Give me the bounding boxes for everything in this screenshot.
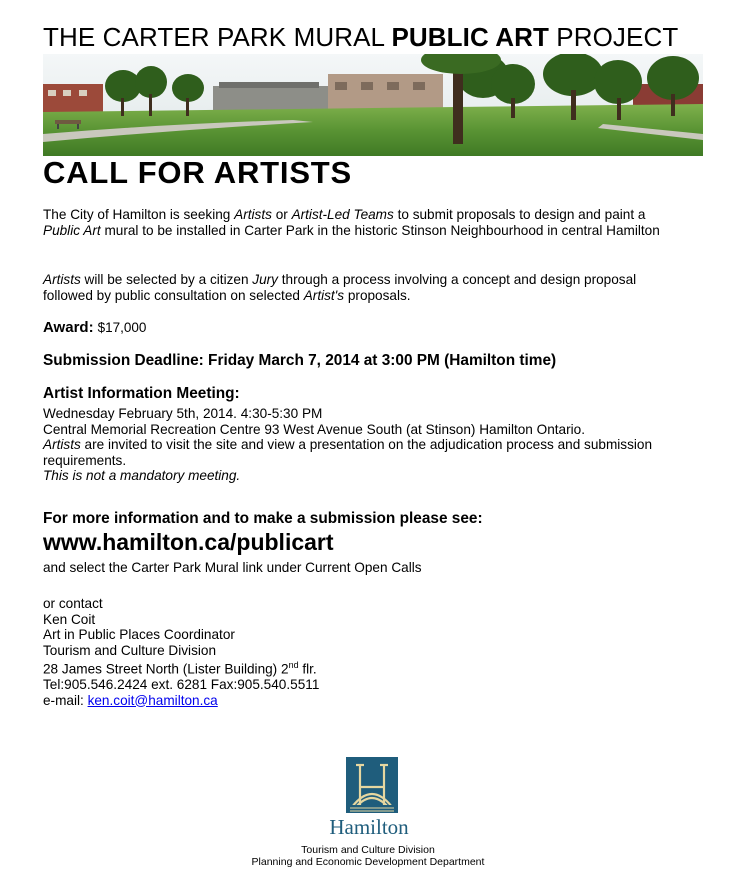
footer-department: Planning and Economic Development Department xyxy=(251,856,485,868)
meeting-note-text: This is not a mandatory meeting. xyxy=(43,468,241,483)
intro-text-e: to submit proposals to design and paint a xyxy=(393,207,646,222)
meeting-details xyxy=(43,406,683,484)
meeting-invite xyxy=(43,437,683,468)
intro-text-a: The City of Hamilton is seeking xyxy=(43,207,235,222)
meeting-location: Central Memorial Recreation Centre 93 West Avenue South (at Stinson) Hamilton Ontario. xyxy=(43,421,585,437)
call-for-artists-heading: CALL FOR ARTISTS xyxy=(43,155,353,190)
address-post: flr. xyxy=(298,661,317,677)
meeting-heading: Artist Information Meeting: xyxy=(43,385,240,402)
contact-division: Tourism and Culture Division xyxy=(43,642,217,658)
intro-text-c: or xyxy=(271,207,292,222)
selection-text-d: through a process involving a concept and design proposal followed by public consultation on selected xyxy=(43,272,637,303)
selection-text-e: Artist's xyxy=(303,287,345,303)
award-amount: $17,000 xyxy=(97,320,147,335)
selection-text-f: proposals. xyxy=(344,287,411,303)
title-bold: PUBLIC ART xyxy=(391,22,549,52)
selection-text-a: Artists xyxy=(43,272,81,287)
award-label: Award: xyxy=(43,319,94,336)
public-art-url: www.hamilton.ca/publicart xyxy=(43,529,334,555)
meeting-invite-a: Artists xyxy=(43,437,81,452)
title-pre: THE CARTER PARK MURAL xyxy=(43,22,392,52)
selection-paragraph xyxy=(43,272,683,303)
page-title xyxy=(43,22,678,53)
intro-text-f: Public Art xyxy=(43,222,101,238)
select-instruction: and select the Carter Park Mural link under Current Open Calls xyxy=(43,560,422,575)
award xyxy=(43,319,146,336)
contact-phone: Tel:905.546.2424 ext. 6281 Fax:905.540.5511 xyxy=(43,677,320,693)
contact-block xyxy=(43,596,683,708)
selection-text-b: will be selected by a citizen xyxy=(80,272,253,287)
meeting-date: Wednesday February 5th, 2014. 4:30-5:30 PM xyxy=(43,406,323,421)
submission-deadline: Submission Deadline: Friday March 7, 2014 at 3:00 PM (Hamilton time) xyxy=(43,352,557,369)
contact-or: or contact xyxy=(43,596,103,611)
email-link[interactable]: ken.coit@hamilton.ca xyxy=(87,692,218,708)
address-pre: 28 James Street North (Lister Building) 2 xyxy=(43,661,289,677)
contact-role: Art in Public Places Coordinator xyxy=(43,627,235,642)
email-label: e-mail: xyxy=(43,692,88,708)
intro-text-g: mural to be installed in Carter Park in the historic Stinson Neighbourhood in central Hamilton xyxy=(100,222,660,238)
footer-division: Tourism and Culture Division xyxy=(301,844,435,856)
contact-name: Ken Coit xyxy=(43,611,96,627)
hamilton-logo-icon xyxy=(346,757,398,813)
contact-address xyxy=(43,658,683,677)
contact-email-line xyxy=(43,693,683,709)
selection-text-c: Jury xyxy=(252,272,278,287)
meeting-invite-b: are invited to visit the site and view a presentation on the adjudication process and submission requirements. xyxy=(43,437,653,468)
carter-park-panorama-image xyxy=(43,54,703,156)
intro-text-b: Artists xyxy=(234,207,272,222)
intro-paragraph xyxy=(43,207,683,238)
meeting-note xyxy=(43,468,683,484)
info-heading: For more information and to make a submission please see: xyxy=(43,510,483,527)
intro-text-d: Artist-Led Teams xyxy=(291,207,394,222)
hamilton-wordmark: Hamilton xyxy=(329,815,409,839)
title-post: PROJECT xyxy=(548,22,679,52)
address-sup: nd xyxy=(288,660,299,670)
